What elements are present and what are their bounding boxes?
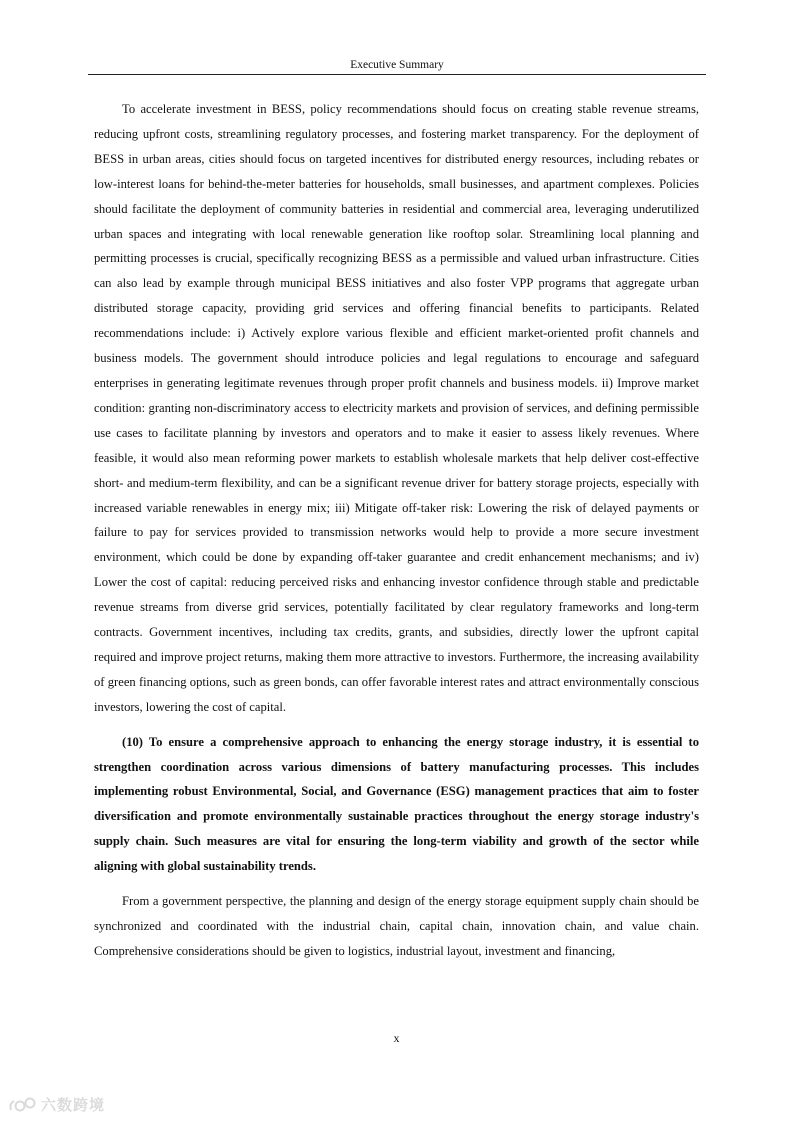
watermark: [8, 1094, 105, 1115]
running-header: [88, 58, 706, 75]
paragraph-recommendation-10: (10) To ensure a comprehensive approach to enhancing the energy storage industry, it is essential to strengthen coordination across various dimensions of battery manufacturing processes. This includes implementing robust Environmental, Social, and Governance (ESG) management practices that aim to foster diversification and promote environmentally sustainable practices throughout the energy storage industry's supply chain. Such measures are vital for ensuring the long-term viability and growth of the sector while aligning with global sustainability trends.: [94, 734, 699, 874]
document-body: [94, 97, 699, 974]
running-header-title: Executive Summary: [350, 59, 444, 71]
page-number: x: [393, 1031, 400, 1045]
paragraph-government-perspective: From a government perspective, the planning and design of the energy storage equipment supply chain should be synchronized and coordinated with the industrial chain, capital chain, innovation chain, and value chain. Comprehensive considerations should be given to logistics, industrial layout, investment and financing,: [94, 894, 699, 958]
watermark-logo-icon: [8, 1095, 38, 1115]
watermark-text: 六数跨境: [41, 1096, 106, 1114]
paragraph-bess-investment: To accelerate investment in BESS, policy recommendations should focus on creating stable revenue streams, reducing upfront costs, streamlining regulatory processes, and fostering market transparency. For the deployment of BESS in urban areas, cities should focus on targeted incentives for distributed energy resources, including rebates or low-interest loans for behind-the-meter batteries for households, small businesses, and apartment complexes. Policies should facilitate the deployment of community batteries in residential and commercial area, leveraging underutilized urban spaces and integrating with local renewable generation like rooftop solar. Streamlining local planning and permitting processes is crucial, specifically recognizing BESS as a permissible and valued urban infrastructure. Cities can also lead by example through municipal BESS initiatives and also foster VPP programs that aggregate urban distributed storage capacity, providing grid services and offering financial benefits to participants. Related recommendations include: i) Actively explore various flexible and efficient market-oriented profit channels and business models. The government should introduce policies and legal regulations to encourage and safeguard enterprises in generating legitimate revenues through proper profit channels and business models. ii) Improve market condition: granting non-discriminatory access to electricity markets and provision of services, and defining permissible use cases to facilitate planning by investors and operators and to make it easier to assess likely revenues. Where feasible, it would also mean reforming power markets to establish wholesale markets that help deliver cost-effective short- and medium-term flexibility, and can be a significant revenue driver for battery storage projects, especially with increased variable renewables in energy mix; iii) Mitigate off-taker risk: Lowering the risk of delayed payments or failure to pay for services provided to transmission networks would help to provide a more secure investment environment, which could be done by expanding off-taker guarantee and credit enhancement mechanisms; and iv) Lower the cost of capital: reducing perceived risks and enhancing investor confidence through stable and predictable revenue streams from diverse grid services, potentially facilitated by clear regulatory frameworks and long-term contracts. Government incentives, including tax credits, grants, and subsidies, directly lower the upfront capital required and improve project returns, making them more attractive to investors. Furthermore, the increasing availability of green financing options, such as green bonds, can offer favorable interest rates and attract environmentally conscious investors, lowering the cost of capital.: [94, 102, 699, 714]
